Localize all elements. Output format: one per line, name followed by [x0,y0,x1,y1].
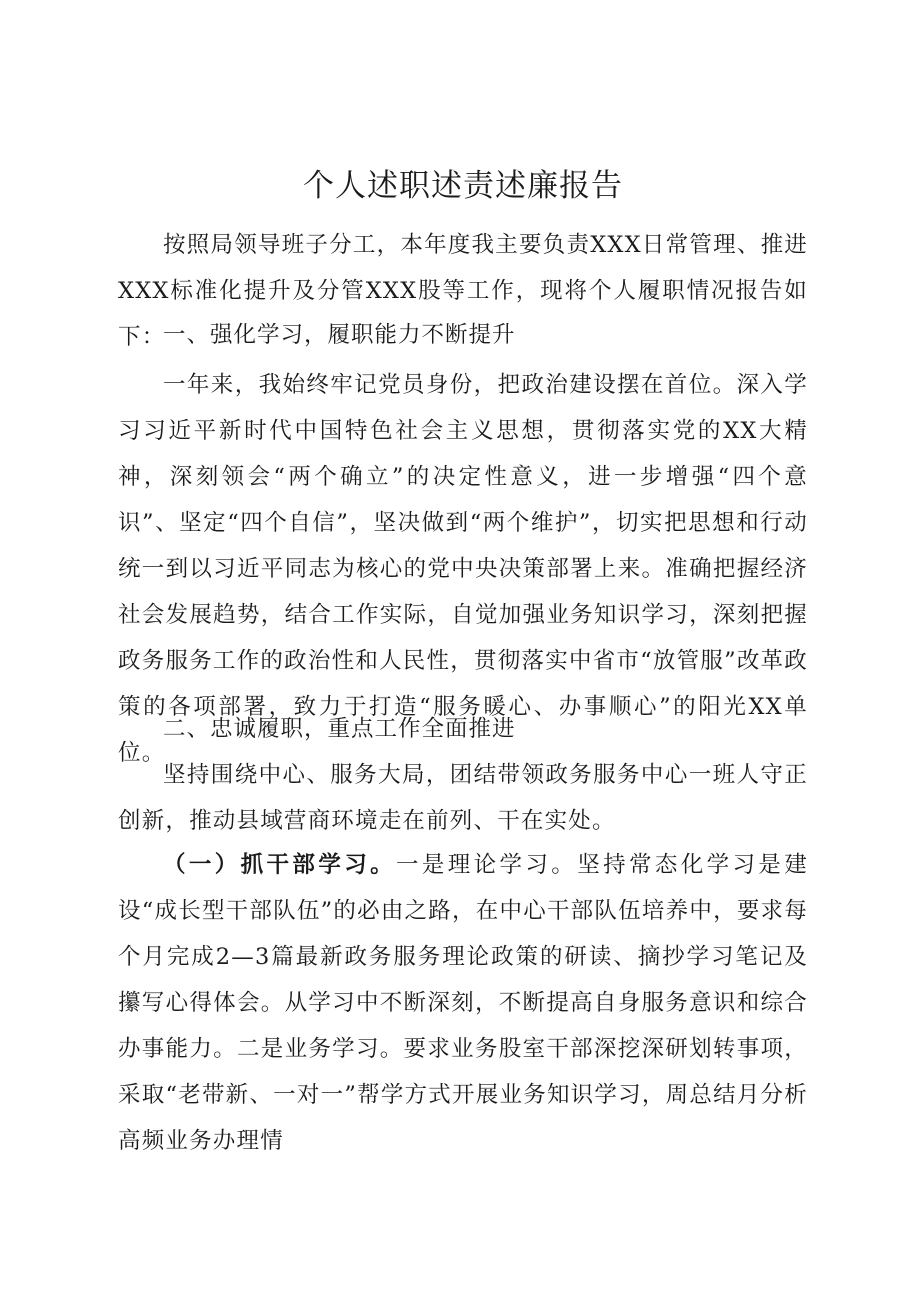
section-2-body: 坚持围绕中心、服务大局，团结带领政务服务中心一班人守正创新，推动县域营商环境走在前列、干在实处。 [118,762,808,834]
subsection-1-label: （一）抓干部学习。 [163,852,396,878]
subsection-1-body: 一是理论学习。坚持常态化学习是建设“成长型干部队伍”的必由之路，在中心干部队伍培养中，要求每个月完成2—3篇最新政务服务理论政策的研读、摘抄学习笔记及攥写心得体会。从学习中不断深刻，不断提高自身服务意识和综合办事能力。二是业务学习。要求业务股室干部深挖深研划转事项，采取“老带新、一对一”帮学方式开展业务知识学习，周总结月分析高频业务办理情 [118,852,808,1154]
section-2-heading: 二、忠诚履职，重点工作全面推进 [163,716,516,742]
section-1-body: 一年来，我始终牢记党员身份，把政治建设摆在首位。深入学习习近平新时代中国特色社会主义思想，贯彻落实党的XX大精神，深刻领会“两个确立”的决定性意义，进一步增强“四个意识”、坚定“四个自信”，坚决做到“两个维护”，切实把思想和行动统一到以习近平同志为核心的党中央决策部署上来。准确把握经济社会发展趋势，结合工作实际，自觉加强业务知识学习，深刻把握政务服务工作的政治性和人民性，贯彻落实中省市“放管服”改革政策的各项部署，致力于打造“服务暖心、办事顺心”的阳光XX单位。 [118,372,808,766]
document-title: 个人述职述责述廉报告 [303,168,623,204]
subsection-1-paragraph [118,842,808,1164]
intro-paragraph: 按照局领导班子分工，本年度我主要负责XXX日常管理、推进XXX标准化提升及分管XXX股等工作，现将个人履职情况报告如下： [118,232,808,350]
section-1-heading: 一、强化学习，履职能力不断提升 [163,322,516,348]
